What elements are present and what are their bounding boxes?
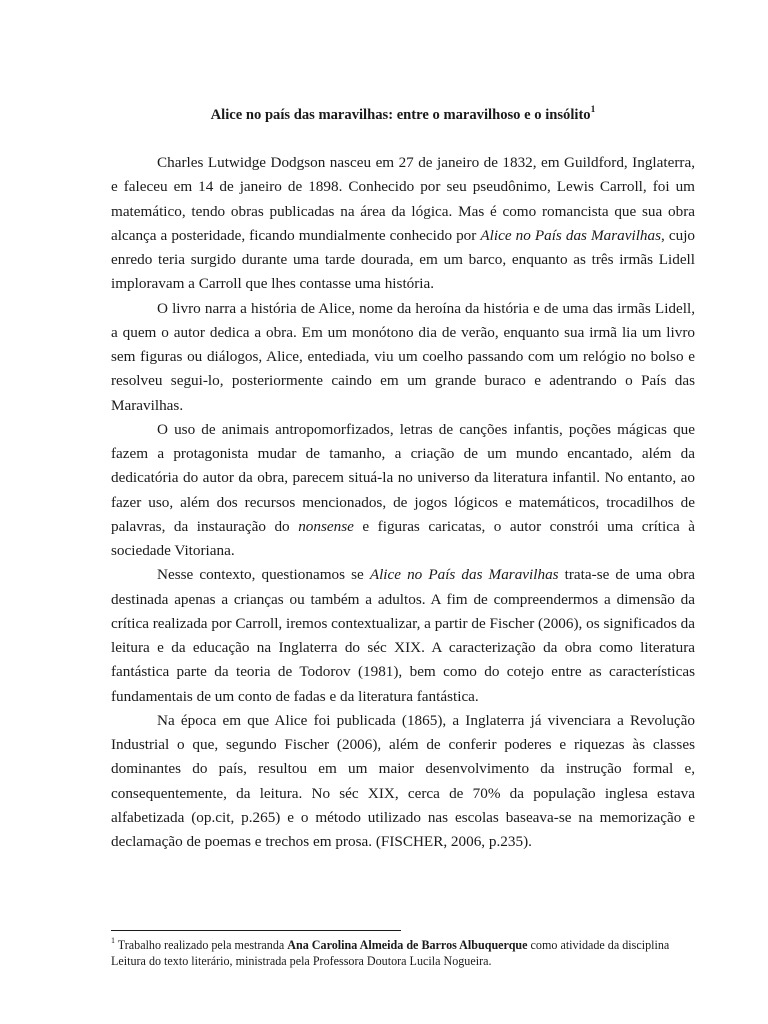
text-run: O livro narra a história de Alice, nome da heroína da história e de uma das irmãs Lidell, a quem o autor dedica a obra. Em um monótono dia de verão, enquanto sua irmã lia um livro sem figuras ou diálogos, Alice, entediada, viu um coelho passando com um relógio no bolso e resolveu segui-lo, posteriormente caindo em um grande buraco e adentrando o País das Maravilhas.: [111, 299, 695, 414]
body-paragraph: [111, 418, 695, 564]
body-paragraph: [111, 297, 695, 418]
title-text: Alice no país das maravilhas: entre o maravilhoso e o insólito: [210, 107, 591, 123]
text-run: Na época em que Alice foi publicada (1865), a Inglaterra já vivenciara a Revolução Industrial o que, segundo Fischer (2006), além de conferir poderes e riquezas às classes dominantes do país, resultou em um maior desenvolvimento da instrução formal e, consequentemente, da leitura. No séc XIX, cerca de 70% da população inglesa estava alfabetizada (op.cit, p.265) e o método utilizado nas escolas baseava-se na memorização e declamação de poemas e trechos em prosa. (FISCHER, 2006, p.235).: [111, 711, 695, 850]
text-run: , cujo enredo teria surgido durante uma tarde dourada, em um barco, enquanto as três irmãs Lidell imploravam a Carroll que lhes contasse uma história.: [111, 226, 696, 293]
body-paragraph: [111, 151, 695, 297]
text-run: O uso de animais antropomorfizados, letras de canções infantis, poções mágicas que fazem a protagonista mudar de tamanho, a criação de um mundo encantado, além da dedicatória do autor da obra, parecem situá-la no universo da literatura infantil. No entanto, ao fazer uso, além dos recursos mencionados, de jogos lógicos e matemáticos, trocadilhos de palavras, da instauração do: [111, 420, 695, 535]
italic-text-run: Alice no País das Maravilhas: [480, 226, 662, 244]
footnote-separator: [111, 930, 401, 931]
body-text: [111, 151, 695, 854]
italic-text-run: nonsense: [298, 517, 354, 535]
title-footnote-marker: 1: [590, 105, 596, 116]
text-run: Nesse contexto, questionamos se: [157, 566, 370, 584]
footnote-author: Ana Carolina Almeida de Barros Albuquerque: [287, 938, 528, 953]
text-run: trata-se de uma obra destinada apenas a crianças ou também a adultos. A fim de compreendermos a dimensão da crítica realizada por Carroll, iremos contextualizar, a partir de Fischer (2006), os significados da leitura e da educação na Inglaterra do séc XIX. A caracterização da obra como literatura fantástica parte da teoria de Todorov (1981), bem como do cotejo entre as características fundamentais de um conto de fadas e da literatura fantástica.: [111, 566, 696, 705]
footnote-text-before: Trabalho realizado pela mestranda: [115, 938, 288, 953]
document-title: [111, 106, 695, 124]
footnote-marker: 1: [111, 936, 115, 945]
footnote: [111, 934, 695, 969]
text-run: e figuras caricatas, o autor constrói uma crítica à sociedade Vitoriana.: [111, 517, 695, 559]
italic-text-run: Alice no País das Maravilhas: [369, 566, 559, 584]
footnote-text-after: como atividade da disciplina Leitura do texto literário, ministrada pela Professora Doutora Lucila Nogueira.: [111, 938, 670, 968]
body-paragraph: [111, 563, 695, 709]
body-paragraph: [111, 709, 695, 855]
text-run: Charles Lutwidge Dodgson nasceu em 27 de janeiro de 1832, em Guildford, Inglaterra, e faleceu em 14 de janeiro de 1898. Conhecido por seu pseudônimo, Lewis Carroll, foi um matemático, tendo obras publicadas na área da lógica. Mas é como romancista que sua obra alcança a posteridade, ficando mundialmente conhecido por: [111, 154, 695, 244]
